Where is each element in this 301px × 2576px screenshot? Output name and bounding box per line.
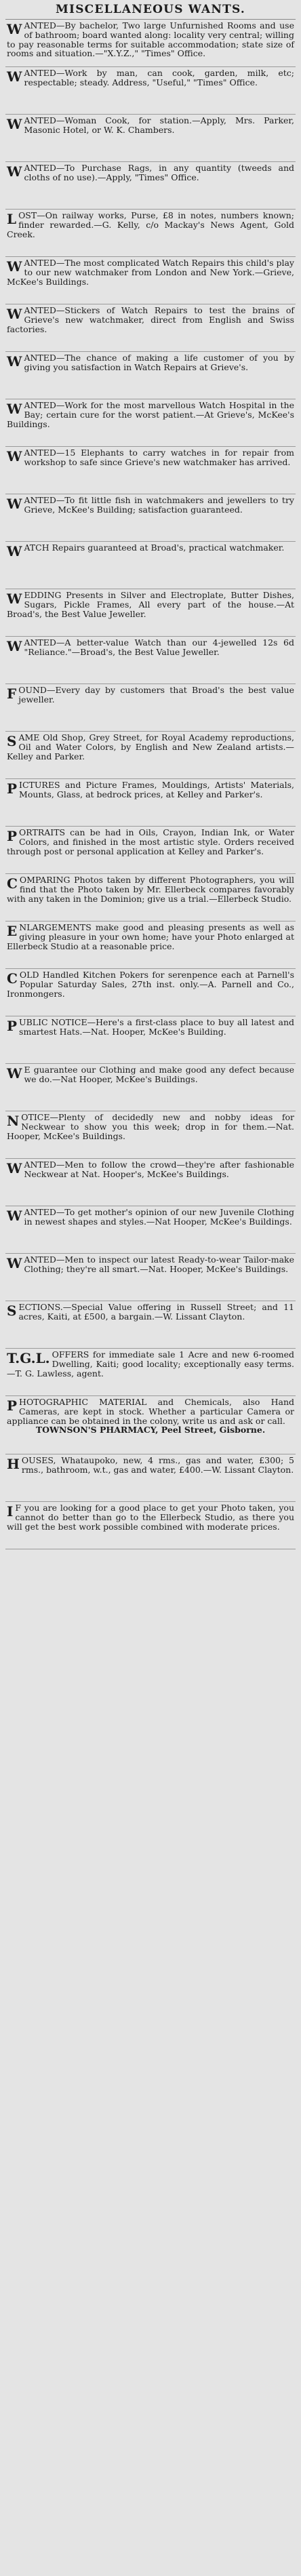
classified-ad [5, 447, 296, 494]
ad-text: ANTED—The most complicated Watch Repairs this child's play to our new watchmaker from London and New York.—Grieve, McKee's Buildings. [7, 258, 294, 287]
ad-text: OMPARING Photos taken by different Photographers, you will find that the Photo taken by Mr. Ellerbeck compares favorably with any taken in the Dominion; give us a trial.—Ellerbeck Studio. [7, 875, 294, 904]
ad-lead-word: W [7, 163, 22, 180]
ad-text: F you are looking for a good place to get your Photo taken, you cannot do better than go to the Ellerbeck Studio, as there you will get the best work possible combined with moderate prices. [7, 1503, 294, 1532]
ad-lead-word: W [7, 638, 22, 654]
ad-text: OFFERS for immediate sale 1 Acre and new 6-roomed Dwelling, Kaiti; good locality; exceptionally easy terms.—T. G. Lawless, agent. [7, 1349, 294, 1379]
ad-lead-word: W [7, 1208, 22, 1224]
ad-lead-word: W [7, 496, 22, 512]
classified-ad [5, 115, 296, 162]
ad-lead-word: W [7, 116, 22, 132]
ad-lead-word: S [7, 733, 17, 749]
ad-lead-word: W [7, 448, 22, 464]
ad-text: ANTED—To fit little fish in watchmakers and jewellers to try Grieve, McKee's Building; satisfaction guaranteed. [24, 495, 294, 515]
ad-lead-word: C [7, 970, 18, 987]
classified-ad [5, 589, 296, 637]
classified-ad [5, 684, 296, 732]
ad-lead-word: C [7, 875, 18, 892]
ad-text: E guarantee our Clothing and make good any defect because we do.—Nat Hooper, McKee's Buildings. [24, 1065, 294, 1084]
ad-lead-word: W [7, 401, 22, 417]
ad-signature: TOWNSON'S PHARMACY, Peel Street, Gisborne. [35, 1425, 266, 1435]
classified-ad [5, 1159, 296, 1206]
ad-lead-word: W [7, 1160, 22, 1176]
classified-ad [5, 1396, 296, 1454]
ad-text: OUSES, Whataupoko, new, 4 rms., gas and water, £300; 5 rms., bathroom, w.t., gas and water, £400.—W. Lissant Clayton. [21, 1455, 294, 1475]
ad-text: AME Old Shop, Grey Street, for Royal Academy reproductions, Oil and Water Colors, by English and New Zealand artists.—Kelley and Parker. [7, 732, 294, 761]
classified-ad [5, 399, 296, 447]
ad-text: ANTED—Stickers of Watch Repairs to test the brains of Grieve's new watchmaker, direct from English and Swiss factories. [7, 305, 294, 334]
ad-text: ANTED—Men to inspect our latest Ready-to-wear Tailor-make Clothing; they're all smart.—Nat. Hooper, McKee's Buildings. [24, 1254, 294, 1274]
ad-text: OUND—Every day by customers that Broad's the best value jeweller. [18, 685, 294, 705]
classified-ad [5, 922, 296, 969]
ad-text: ANTED—The chance of making a life customer of you by giving you satisfaction in Watch Repairs at Grieve's. [24, 353, 294, 372]
classified-ad [5, 67, 296, 115]
ad-text: ANTED—Men to follow the crowd—they're after fashionable Neckwear at Nat. Hooper's, McKee's Buildings. [24, 1160, 294, 1179]
ad-text: OTICE—Plenty of decidedly new and nobby ideas for Neckwear to show you this week; drop in for them.—Nat. Hooper, McKee's Buildings. [7, 1112, 294, 1141]
ad-lead-word: F [7, 686, 17, 702]
ad-text: ATCH Repairs guaranteed at Broad's, practical watchmaker. [24, 542, 285, 553]
ad-lead-word: W [7, 591, 22, 607]
ad-lead-word: P [7, 828, 18, 844]
classified-ad [5, 732, 296, 779]
classified-ad [5, 827, 296, 874]
ad-text: NLARGEMENTS make good and pleasing presents as well as giving pleasure in your own home; have your Photo enlarged at Ellerbeck Studio at a reasonable price. [7, 922, 294, 951]
ad-text: ANTED—Woman Cook, for station.—Apply, Mrs. Parker, Masonic Hotel, or W. K. Chambers. [24, 115, 294, 135]
ad-text: UBLIC NOTICE—Here's a first-class place to buy all latest and smartest Hats.—Nat. Hooper, McKee's Building. [19, 1017, 294, 1037]
ad-lead-word: W [7, 353, 22, 370]
ad-text: OLD Handled Kitchen Pokers for serenpence each at Parnell's Popular Saturday Sales, 27th inst. only.—A. Parnell and Co., Ironmongers. [7, 970, 294, 999]
classified-ad [5, 210, 296, 257]
ads-column [5, 20, 296, 1549]
ad-lead-word: H [7, 1456, 20, 1472]
ad-text: ECTIONS.—Special Value offering in Russell Street; and 11 acres, Kaiti, at £500, a bargain.—W. Lissant Clayton. [18, 1302, 294, 1322]
classified-ad [5, 1349, 296, 1396]
ad-text: ORTRAITS can be had in Oils, Crayon, Indian Ink, or Water Colors, and finished in the most artistic style. Orders received through post or personal application at Kelley and Parker's. [7, 827, 294, 856]
classified-ad [5, 304, 296, 352]
ad-lead-word: P [7, 780, 18, 797]
ad-lead-word: W [7, 21, 22, 37]
classified-ad [5, 1206, 296, 1254]
ad-lead-word: W [7, 543, 22, 559]
ad-lead-word: W [7, 258, 22, 275]
classified-ad [5, 352, 296, 399]
ad-lead-word: W [7, 1065, 22, 1082]
ad-text: ANTED—To get mother's opinion of our new Juvenile Clothing in newest shapes and styles.—Nat Hooper, McKee's Buildings. [24, 1207, 294, 1227]
ad-lead-word: W [7, 68, 22, 85]
ad-text: ANTED—A better-value Watch than our 4-jewelled 12s 6d "Reliance."—Broad's, the Best Value Jeweller. [24, 637, 294, 657]
ad-lead-word: N [7, 1113, 20, 1129]
classified-ad [5, 779, 296, 827]
ad-lead-word: S [7, 1303, 17, 1319]
ad-text: ANTED—To Purchase Rags, in any quantity (tweeds and cloths of no use).—Apply, "Times" Office. [24, 163, 294, 182]
classified-ad [5, 1254, 296, 1301]
classified-ad [5, 1016, 296, 1064]
classified-ad [5, 20, 296, 67]
ad-text: ANTED—Work for the most marvellous Watch Hospital in the Bay; certain cure for the worst patient.—At Grieve's, McKee's Buildings. [7, 400, 294, 429]
ad-text: ICTURES and Picture Frames, Mouldings, Artists' Materials, Mounts, Glass, at bedrock prices, at Kelley and Parker's. [19, 780, 294, 799]
section-heading: MISCELLANEOUS WANTS. [5, 0, 296, 20]
ad-lead-word: P [7, 1018, 18, 1034]
ad-text: OST—On railway works, Purse, £8 in notes, numbers known; finder rewarded.—G. Kelly, c/o Mackay's News Agent, Gold Creek. [7, 210, 294, 239]
classified-ad [5, 969, 296, 1016]
ad-text: ANTED—By bachelor, Two large Unfurnished Rooms and use of bathroom; board wanted along: locality very central; willing to pay reasonable terms for suitable accommodation; state size of rooms and situation.—"X.Y.Z.," "Times" Office. [7, 20, 294, 59]
classified-ad [5, 162, 296, 210]
classified-ad [5, 1111, 296, 1159]
classified-ad [5, 257, 296, 304]
classified-ad [5, 1064, 296, 1111]
ad-lead-word: E [7, 923, 18, 939]
ad-lead-word: T.G.L. [7, 1350, 50, 1366]
ad-text: HOTOGRAPHIC MATERIAL and Chemicals, also Hand Cameras, are kept in stock. Whether a particular Camera or appliance can be obtained in the colony, write us and ask or call. [7, 1397, 294, 1426]
ad-text: ANTED—15 Elephants to carry watches in for repair from workshop to safe since Grieve's new watchmaker has arrived. [24, 448, 294, 467]
ad-lead-word: L [7, 211, 17, 227]
classified-ad [5, 1301, 296, 1349]
ad-lead-word: W [7, 306, 22, 322]
classified-ad [5, 1454, 296, 1502]
classified-ad [5, 494, 296, 542]
classified-ad [5, 637, 296, 684]
classified-ad [5, 542, 296, 589]
classified-ad [5, 1502, 296, 1549]
ad-lead-word: P [7, 1398, 18, 1414]
ad-lead-word: W [7, 1255, 22, 1271]
ad-text: ANTED—Work by man, can cook, garden, milk, etc; respectable; steady. Address, "Useful," "Times" Office. [24, 68, 294, 87]
ad-lead-word: I [7, 1503, 14, 1520]
classified-ad [5, 874, 296, 922]
ad-text: EDDING Presents in Silver and Electroplate, Butter Dishes, Sugars, Pickle Frames, All every part of the house.—At Broad's, the Best Value Jeweller. [7, 590, 294, 619]
